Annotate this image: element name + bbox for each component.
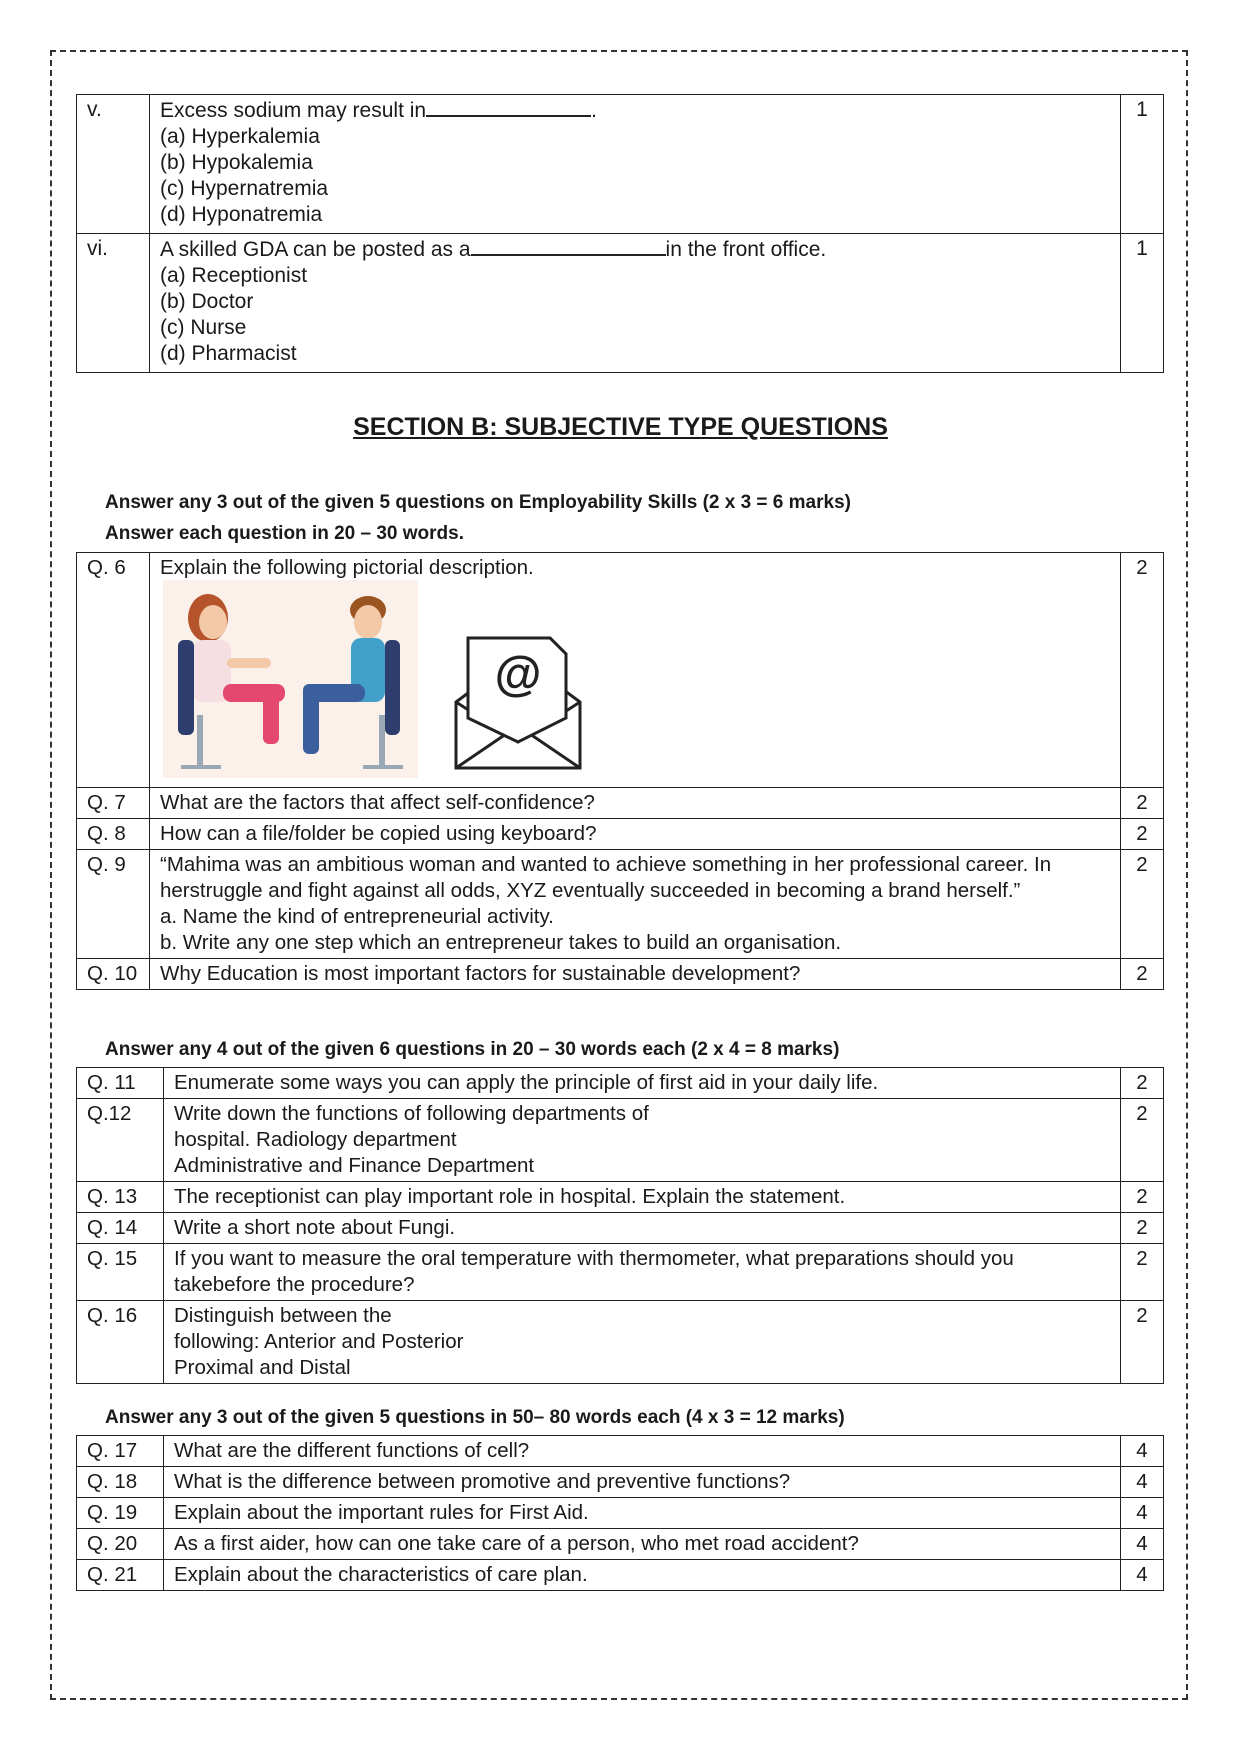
question-stem-end: . [591, 99, 597, 122]
question-stem: “Mahima was an ambitious woman and wanted to achieve something in her professional career. In herstruggle and fight against all odds, XYZ eventually succeeded in becoming a brand herself.” [160, 853, 1052, 902]
question-text: What are the factors that affect self-confidence? [150, 788, 1121, 819]
question-text [164, 1099, 1121, 1182]
table-row [77, 234, 1164, 373]
option-b: (b) Hypokalemia [160, 151, 313, 174]
table-row [77, 1498, 1164, 1529]
table-row [77, 1182, 1164, 1213]
question-text: Explain about the characteristics of care plan. [164, 1560, 1121, 1591]
table-row [77, 1529, 1164, 1560]
question-text [164, 1244, 1121, 1301]
line: Administrative and Finance Department [174, 1154, 535, 1177]
svg-text:@: @ [494, 648, 542, 701]
table-row [77, 850, 1164, 959]
question-stem: A skilled GDA can be posted as a [160, 238, 471, 261]
question-number: Q. 9 [77, 850, 150, 959]
marks: 2 [1121, 1099, 1164, 1182]
option-c: (c) Nurse [160, 316, 247, 339]
marks: 1 [1121, 95, 1164, 234]
question-text: How can a file/folder be copied using keyboard? [150, 819, 1121, 850]
marks: 4 [1121, 1436, 1164, 1467]
marks: 2 [1121, 1244, 1164, 1301]
line: Proximal and Distal [174, 1356, 351, 1379]
question-number: Q. 16 [77, 1301, 164, 1384]
question-number: Q. 11 [77, 1068, 164, 1099]
question-number: Q. 21 [77, 1560, 164, 1591]
instruction-4: Answer any 3 out of the given 5 questions in 50– 80 words each (4 x 3 = 12 marks) [105, 1407, 845, 1428]
short-answer-table [76, 1067, 1164, 1384]
question-text: As a first aider, how can one take care of a person, who met road accident? [164, 1529, 1121, 1560]
sub-question-b: b. Write any one step which an entrepreneur takes to build an organisation. [160, 931, 842, 954]
table-row [77, 1244, 1164, 1301]
marks: 1 [1121, 234, 1164, 373]
table-row [77, 1301, 1164, 1384]
marks: 2 [1121, 819, 1164, 850]
marks: 2 [1121, 1301, 1164, 1384]
marks: 2 [1121, 1068, 1164, 1099]
question-number: Q. 7 [77, 788, 150, 819]
instruction-2: Answer each question in 20 – 30 words. [105, 523, 465, 544]
option-a: (a) Hyperkalemia [160, 125, 320, 148]
blank-line [471, 236, 666, 256]
line: The receptionist can play important role in hospital. Explain the statement. [174, 1185, 846, 1208]
table-row [77, 959, 1164, 990]
question-stem: Explain the following pictorial description. [160, 556, 534, 579]
option-a: (a) Receptionist [160, 264, 308, 287]
question-number: vi. [77, 234, 150, 373]
question-text [150, 95, 1121, 234]
table-row [77, 788, 1164, 819]
marks: 2 [1121, 553, 1164, 788]
question-text: What is the difference between promotive and preventive functions? [164, 1467, 1121, 1498]
long-answer-table [76, 1435, 1164, 1591]
table-row [77, 1467, 1164, 1498]
sub-question-a: a. Name the kind of entrepreneurial activity. [160, 905, 554, 928]
question-stem: Excess sodium may result in [160, 99, 427, 122]
question-text: What are the different functions of cell? [164, 1436, 1121, 1467]
marks: 4 [1121, 1529, 1164, 1560]
line: following: Anterior and Posterior [174, 1330, 464, 1353]
question-number: Q. 15 [77, 1244, 164, 1301]
marks: 2 [1121, 959, 1164, 990]
table-row [77, 1436, 1164, 1467]
table-row [77, 819, 1164, 850]
blank-line [426, 97, 591, 117]
table-row [77, 1099, 1164, 1182]
question-text [164, 1068, 1121, 1099]
question-number: Q. 18 [77, 1467, 164, 1498]
question-text [150, 850, 1121, 959]
line: If you want to measure the oral temperature with thermometer, what preparations should you [174, 1247, 1014, 1270]
table-row [77, 95, 1164, 234]
option-d: (d) Pharmacist [160, 342, 297, 365]
question-text [164, 1213, 1121, 1244]
line: Distinguish between the [174, 1304, 392, 1327]
question-number: Q. 13 [77, 1182, 164, 1213]
question-number: Q. 14 [77, 1213, 164, 1244]
question-number: Q. 8 [77, 819, 150, 850]
table-row [77, 1068, 1164, 1099]
question-text [164, 1182, 1121, 1213]
marks: 2 [1121, 1213, 1164, 1244]
question-number: Q. 6 [77, 553, 150, 788]
email-envelope-icon [452, 630, 584, 772]
line: Write down the functions of following departments of [174, 1102, 649, 1125]
instruction-1: Answer any 3 out of the given 5 questions on Employability Skills (2 x 3 = 6 marks) [105, 492, 851, 513]
marks: 4 [1121, 1560, 1164, 1591]
line: Write a short note about Fungi. [174, 1216, 456, 1239]
line: hospital. Radiology department [174, 1128, 457, 1151]
question-text: Why Education is most important factors for sustainable development? [150, 959, 1121, 990]
question-number: Q. 17 [77, 1436, 164, 1467]
question-text [164, 1301, 1121, 1384]
question-text: Explain about the important rules for First Aid. [164, 1498, 1121, 1529]
option-c: (c) Hypernatremia [160, 177, 329, 200]
option-d: (d) Hyponatremia [160, 203, 323, 226]
question-text [150, 234, 1121, 373]
table-row [77, 1213, 1164, 1244]
marks: 2 [1121, 788, 1164, 819]
question-number: Q. 10 [77, 959, 150, 990]
marks: 2 [1121, 1182, 1164, 1213]
table-row [77, 1560, 1164, 1591]
conversation-illustration [163, 580, 418, 778]
marks: 2 [1121, 850, 1164, 959]
marks: 4 [1121, 1498, 1164, 1529]
marks: 4 [1121, 1467, 1164, 1498]
section-title: SECTION B: SUBJECTIVE TYPE QUESTIONS [353, 413, 888, 441]
line: Enumerate some ways you can apply the principle of first aid in your daily life. [174, 1071, 879, 1094]
instruction-3: Answer any 4 out of the given 6 questions in 20 – 30 words each (2 x 4 = 8 marks) [105, 1039, 840, 1060]
line: takebefore the procedure? [174, 1273, 415, 1296]
question-number: v. [77, 95, 150, 234]
question-stem-end: in the front office. [665, 238, 827, 261]
question-number: Q. 20 [77, 1529, 164, 1560]
mcq-table [76, 94, 1164, 373]
question-number: Q. 19 [77, 1498, 164, 1529]
question-number: Q.12 [77, 1099, 164, 1182]
option-b: (b) Doctor [160, 290, 254, 313]
